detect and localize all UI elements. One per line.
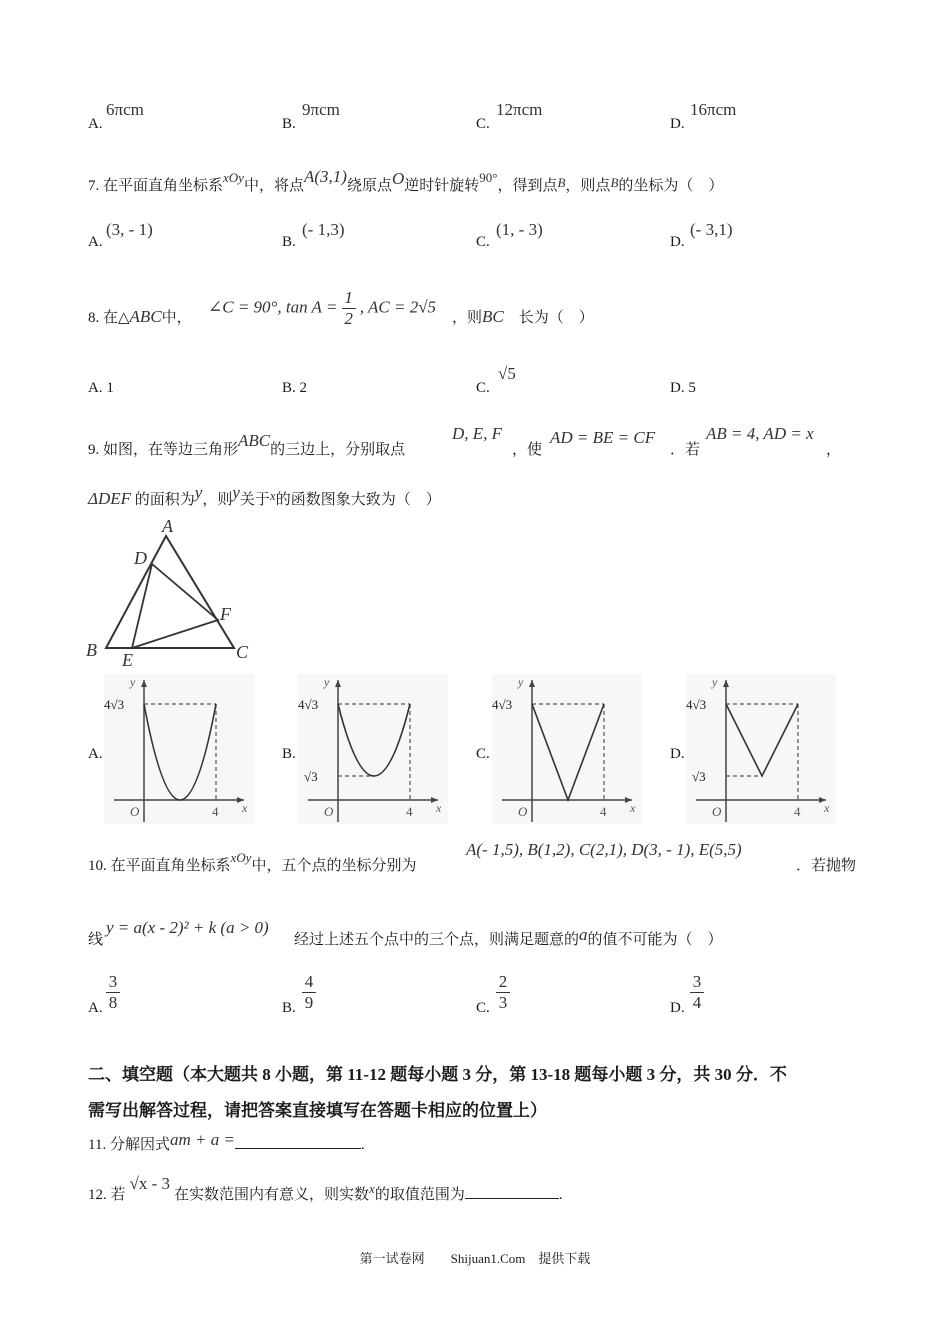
q6-option-b-value: 9πcm [302,100,340,119]
x-axis-label: x [630,801,636,815]
label-d: D [134,548,147,568]
q10-parabola: y = a(x - 2)² + k (a > 0) [106,918,269,937]
q10-option-c-value: 2 3 [496,972,510,1013]
q7-option-c-value: (1, - 3) [496,220,543,239]
q6-option-c-value: 12πcm [496,100,543,119]
q9-stem-line1b: ，使 [512,442,543,458]
q12: 12. 若√x - 3在实数范围内有意义，则实数x的取值范围为 . [88,1174,563,1203]
q9-stem-line1: 9. 如图，在等边三角形ABC的三边上，分别取点 [88,431,406,458]
q7-option-b: B. [282,234,296,250]
x-tick-4: 4 [406,804,413,819]
q7-option-a: A. [88,234,103,250]
q7-option-b-value: (- 1,3) [302,220,345,239]
q10-option-b-value: 4 9 [302,972,316,1013]
q6-option-c: C. [476,116,490,132]
q8-option-c-value: √5 [498,364,516,383]
q9-graph-b [298,674,448,824]
q9-graph-d [686,674,836,824]
origin-label: O [518,804,528,819]
q10-option-c: C. [476,1000,490,1016]
graph-background [298,674,448,824]
y-tick-4root3: 4√3 [686,697,707,712]
q8-stem: 8. 在△ABC中， [88,307,192,326]
q9-given: AB = 4, AD = x [706,424,814,443]
section2-heading-line1: 二、填空题（本大题共 8 小题，第 11-12 题每小题 3 分，第 13-18 题每小题 3 分，共 30 分．不 [88,1065,787,1084]
y-axis-label: y [518,675,524,689]
page-footer: 第一试卷网 Shijuan1.Com 提供下载 [359,1251,591,1266]
q9-graph-b-label: B. [282,746,296,762]
q9-comma: ， [826,442,842,458]
q11: 11. 分解因式am + a = . [88,1130,365,1153]
q10-option-d: D. [670,1000,685,1016]
q6-option-b: B. [282,116,296,132]
graph-background [686,674,836,824]
q10-option-a-value: 3 8 [106,972,120,1013]
y-axis-label: y [712,675,718,689]
x-tick-4: 4 [212,804,219,819]
y-tick-root3: √3 [692,769,706,784]
q6-option-d: D. [670,116,685,132]
q9-graph-a-label: A. [88,746,103,762]
q10-stem-line2-end: 经过上述五个点中的三个点，则满足题意的a的值不可能为（ ） [294,925,723,948]
graph-background [104,674,254,824]
origin-label: O [324,804,334,819]
q8-option-d: D. 5 [670,380,696,396]
q9-graph-c [492,674,642,824]
q7-option-a-value: (3, - 1) [106,220,153,239]
q8-option-c: C. [476,380,490,396]
q9-graph-d-label: D. [670,746,685,762]
q6-option-d-value: 16πcm [690,100,737,119]
q8-option-b: B. 2 [282,380,308,396]
q7-option-d-value: (- 3,1) [690,220,733,239]
q8-stem-end: ，则BC 长为（ ） [452,307,594,326]
x-tick-4: 4 [794,804,801,819]
label-f: F [220,604,231,624]
q9-stem-line1c: ．若 [670,442,701,458]
q7-stem: 7. 在平面直角坐标系xOy中，将点A(3,1)绕原点O逆时针旋转90°，得到点B，则点B的坐标为（ ） [88,167,724,194]
q6-option-a-value: 6πcm [106,100,144,119]
section2-heading-line2: 需写出解答过程，请把答案直接填写在答题卡相应的位置上） [88,1101,547,1120]
x-axis-label: x [242,801,248,815]
q10-points: A(- 1,5), B(1,2), C(2,1), D(3, - 1), E(5,5) [466,840,742,859]
q10-stem-line2: 线 [88,932,104,948]
q10-stem-line1: 10. 在平面直角坐标系xOy中，五个点的坐标分别为 [88,850,417,874]
y-axis-label: y [324,675,330,689]
x-axis-label: x [436,801,442,815]
x-tick-4: 4 [600,804,607,819]
q7-option-d: D. [670,234,685,250]
q11-answer-blank[interactable] [235,1132,361,1149]
q9-graph-c-label: C. [476,746,490,762]
q9-stem-line2: ΔDEF 的面积为y，则y关于x的函数图象大致为（ ） [88,483,441,508]
q9-graph-a [104,674,254,824]
label-b: B [86,640,97,660]
q7-option-c: C. [476,234,490,250]
graph-background [492,674,642,824]
q12-answer-blank[interactable] [465,1182,559,1199]
y-tick-root3: √3 [304,769,318,784]
y-tick-4root3: 4√3 [492,697,513,712]
q10-option-d-value: 3 4 [690,972,704,1013]
origin-label: O [712,804,722,819]
q10-option-a: A. [88,1000,103,1016]
y-axis-label: y [130,675,136,689]
label-c: C [236,642,249,662]
label-a: A [162,516,173,536]
q9-equal: AD = BE = CF [550,428,656,447]
x-axis-label: x [824,801,830,815]
q9-points: D, E, F [452,424,503,443]
q10-stem-line1-end: ．若抛物 [796,858,857,874]
triangle-abc [106,536,234,648]
q8-option-a: A. 1 [88,380,114,396]
y-tick-4root3: 4√3 [298,697,319,712]
y-tick-4root3: 4√3 [104,697,125,712]
origin-label: O [130,804,140,819]
q6-option-a: A. [88,116,103,132]
q8-condition: ∠C = 90°, tan A = $\frac{1}{2}$ , AC = 2√5 [208,288,437,328]
q9-triangle-figure [86,516,256,671]
q10-option-b: B. [282,1000,296,1016]
label-e: E [122,650,133,670]
